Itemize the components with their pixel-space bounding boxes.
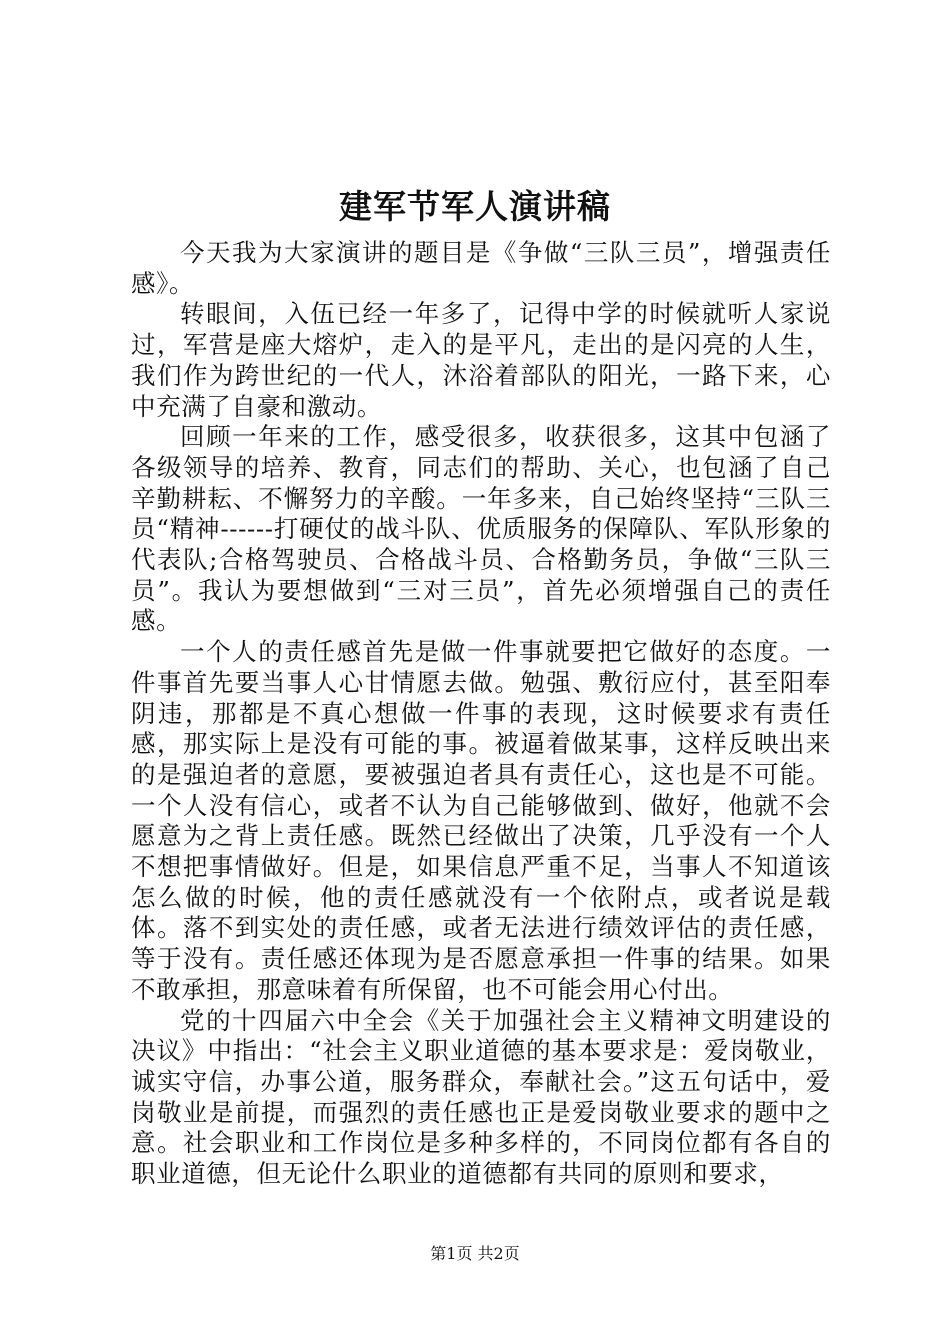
page-footer: 第1页 共2页 [430,1244,520,1263]
document-title: 建军节军人演讲稿 [339,187,611,226]
paragraph-professional-ethics: 党的十四届六中全会《关于加强社会主义精神文明建设的决议》中指出：“社会主义职业道德的基本要求是：爱岗敬业，诚实守信，办事公道，服务群众，奉献社会。”这五句话中，爱岗敬业是前提，而强烈的责任感也正是爱岗敬业要求的题中之意。社会职业和工作岗位是多种多样的，不同岗位都有各自的职业道德，但无论什么职业的道德都有共同的原则和要求， [131,1005,831,1189]
paragraph-responsibility: 一个人的责任感首先是做一件事就要把它做好的态度。一件事首先要当事人心甘情愿去做。勉强、敷衍应付，甚至阳奉阴违，那都是不真心想做一件事的表现，这时候要求有责任感，那实际上是没有可能的事。被逼着做某事，这样反映出来的是强迫者的意愿，要被强迫者具有责任心，这也是不可能。一个人没有信心，或者不认为自己能够做到、做好，他就不会愿意为之背上责任感。既然已经做出了决策，几乎没有一个人不想把事情做好。但是，如果信息严重不足，当事人不知道该怎么做的时候，他的责任感就没有一个依附点，或者说是载体。落不到实处的责任感，或者无法进行绩效评估的责任感，等于没有。责任感还体现为是否愿意承担一件事的结果。如果不敢承担，那意味着有所保留，也不可能会用心付出。 [131,637,831,1004]
paragraph-review: 回顾一年来的工作，感受很多，收获很多，这其中包涵了各级领导的培养、教育，同志们的帮助、关心，也包涵了自己辛勤耕耘、不懈努力的辛酸。一年多来，自己始终坚持“三队三员“精神------打硬仗的战斗队、优质服务的保障队、军队形象的代表队;合格驾驶员、合格战斗员、合格勤务员，争做“三队三员”。我认为要想做到“三对三员”，首先必须增强自己的责任感。 [131,422,831,636]
paragraph-enlistment: 转眼间，入伍已经一年多了，记得中学的时候就听人家说过，军营是座大熔炉，走入的是平凡，走出的是闪亮的人生，我们作为跨世纪的一代人，沐浴着部队的阳光，一路下来，心中充满了自豪和激动。 [131,299,831,421]
paragraph-topic: 今天我为大家演讲的题目是《争做“三队三员”，增强责任感》。 [131,238,831,298]
document-body [131,238,831,1190]
